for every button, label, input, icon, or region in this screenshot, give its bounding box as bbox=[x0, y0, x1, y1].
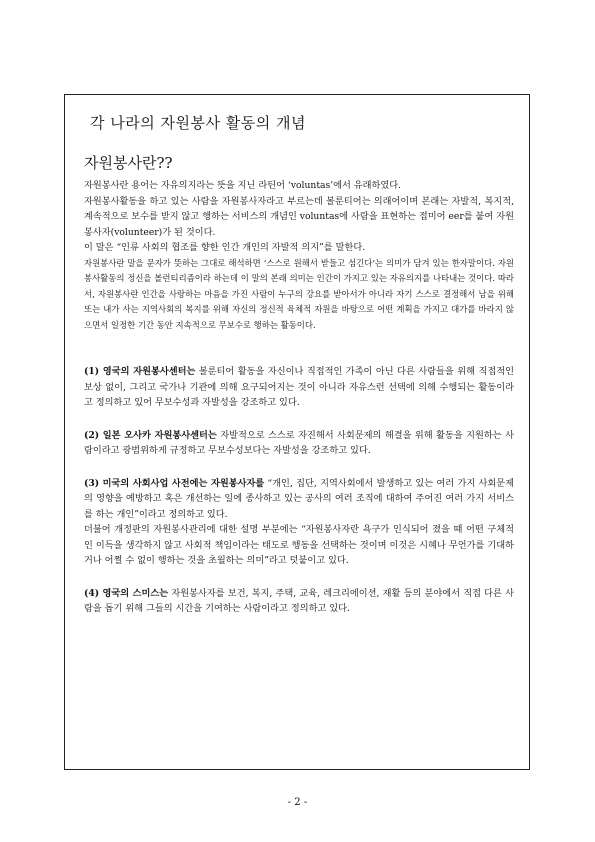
section-heading: 자원봉사란?? bbox=[84, 154, 173, 172]
definition-japan-osaka bbox=[84, 428, 514, 459]
intro-paragraph-3: 이 말은 “인류 사회의 협조를 향한 인간 개인의 자발적 의지”를 말한다. bbox=[84, 242, 366, 253]
definition-text: 자발적으로 스스로 자진해서 사회문제의 해결을 위해 활동을 지원하는 사람이라고 광범위하게 규정하고 무보수성보다는 자발성을 강조하고 있다. bbox=[84, 429, 514, 456]
definition-text: 자원봉사자를 보건, 복지, 주택, 교육, 레크리에이션, 재활 등의 분야에서 직접 다른 사람을 돕기 위해 그들의 시간을 기여하는 사람이라고 정의하고 있다. bbox=[84, 587, 514, 614]
intro-paragraph-2: 자원봉사활동을 하고 있는 사람을 자원봉사자라고 부르는데 볼룬티어는 의래어이며 본래는 자발적, 복지적, 계속적으로 보수를 받지 않고 행하는 서비스의 개념인 voluntas에 사람을 표현하는 접미어 eer를 붙여 자원봉사자(volunteer)가 된 것이다. bbox=[84, 195, 514, 238]
definition-us-dictionary bbox=[84, 476, 514, 523]
body-text bbox=[84, 178, 514, 617]
intro-paragraph-1: 자원봉사란 용어는 자유의지라는 뜻을 지닌 라틴어 ‘voluntas’에서 유래하였다. bbox=[84, 180, 402, 191]
intro-paragraph-4: 자원봉사란 말을 문자가 뜻하는 그대로 해석하면 ‘스스로 원해서 받들고 섬긴다’는 의미가 담겨 있는 한자말이다. 자원봉사활동의 정신을 볼런티리즘이라 하는데 이 말의 본래 의미는 인간이 가지고 있는 자유의지를 나타내는 것이다. 따라서, 자원봉사란 인간을 사랑하는 마음을 가진 사람이 누구의 강요를 받아서가 아니라 자기 스스로 결정해서 남을 위해 또는 내가 사는 지역사회의 복지를 위해 자신의 정신적 육체적 자원을 바탕으로 어떤 계획을 가지고 대가를 바라지 않으면서 일정한 기간 동안 지속적으로 무보수로 행하는 활동이다. bbox=[84, 257, 514, 330]
definition-text: “개인, 집단, 지역사회에서 발생하고 있는 여러 가지 사회문제의 영향을 예방하고 혹은 개선하는 일에 종사하고 있는 공사의 여러 조직에 대하여 주어진 여러 가지 서비스를 하는 개인”이라고 정의하고 있다. bbox=[84, 477, 514, 520]
page-title: 각 나라의 자원봉사 활동의 개념 bbox=[90, 114, 306, 132]
definition-lead: (3) 미국의 사회사업 사전에는 자원봉사자를 bbox=[84, 477, 265, 489]
page-number: - 2 - bbox=[287, 797, 308, 808]
definition-uk-center bbox=[84, 364, 514, 411]
definition-us-extra: 더불어 개정판의 자원봉사관리에 대한 설명 부분에는 “자원봉사자란 욕구가 인식되어 졌을 때 어떤 구체적인 이득을 생각하지 않고 사회적 책임이라는 태도로 행동을 선택하는 것이며 이것은 시혜나 무언가를 기대하거나 어쩔 수 없이 행하는 것을 초월하는 의미”라고 덧붙이고 있다. bbox=[84, 524, 514, 566]
definition-text: 볼룬티어 활동을 자신이나 직접적인 가족이 아닌 다른 사람들을 위해 직접적인 보상 없이, 그리고 국가나 기관에 의해 요구되어지는 것이 아니라 자유스런 선택에 의해 수행되는 활동이라고 정의하고 있어 무보수성과 자발성을 강조하고 있다. bbox=[84, 366, 514, 408]
definition-lead: (4) 영국의 스미스는 bbox=[84, 587, 169, 599]
definition-uk-smith bbox=[84, 586, 514, 617]
definition-lead: (2) 일본 오사카 자원봉사센터는 bbox=[84, 429, 217, 441]
definition-lead: (1) 영국의 자원봉사센터는 bbox=[84, 366, 196, 377]
